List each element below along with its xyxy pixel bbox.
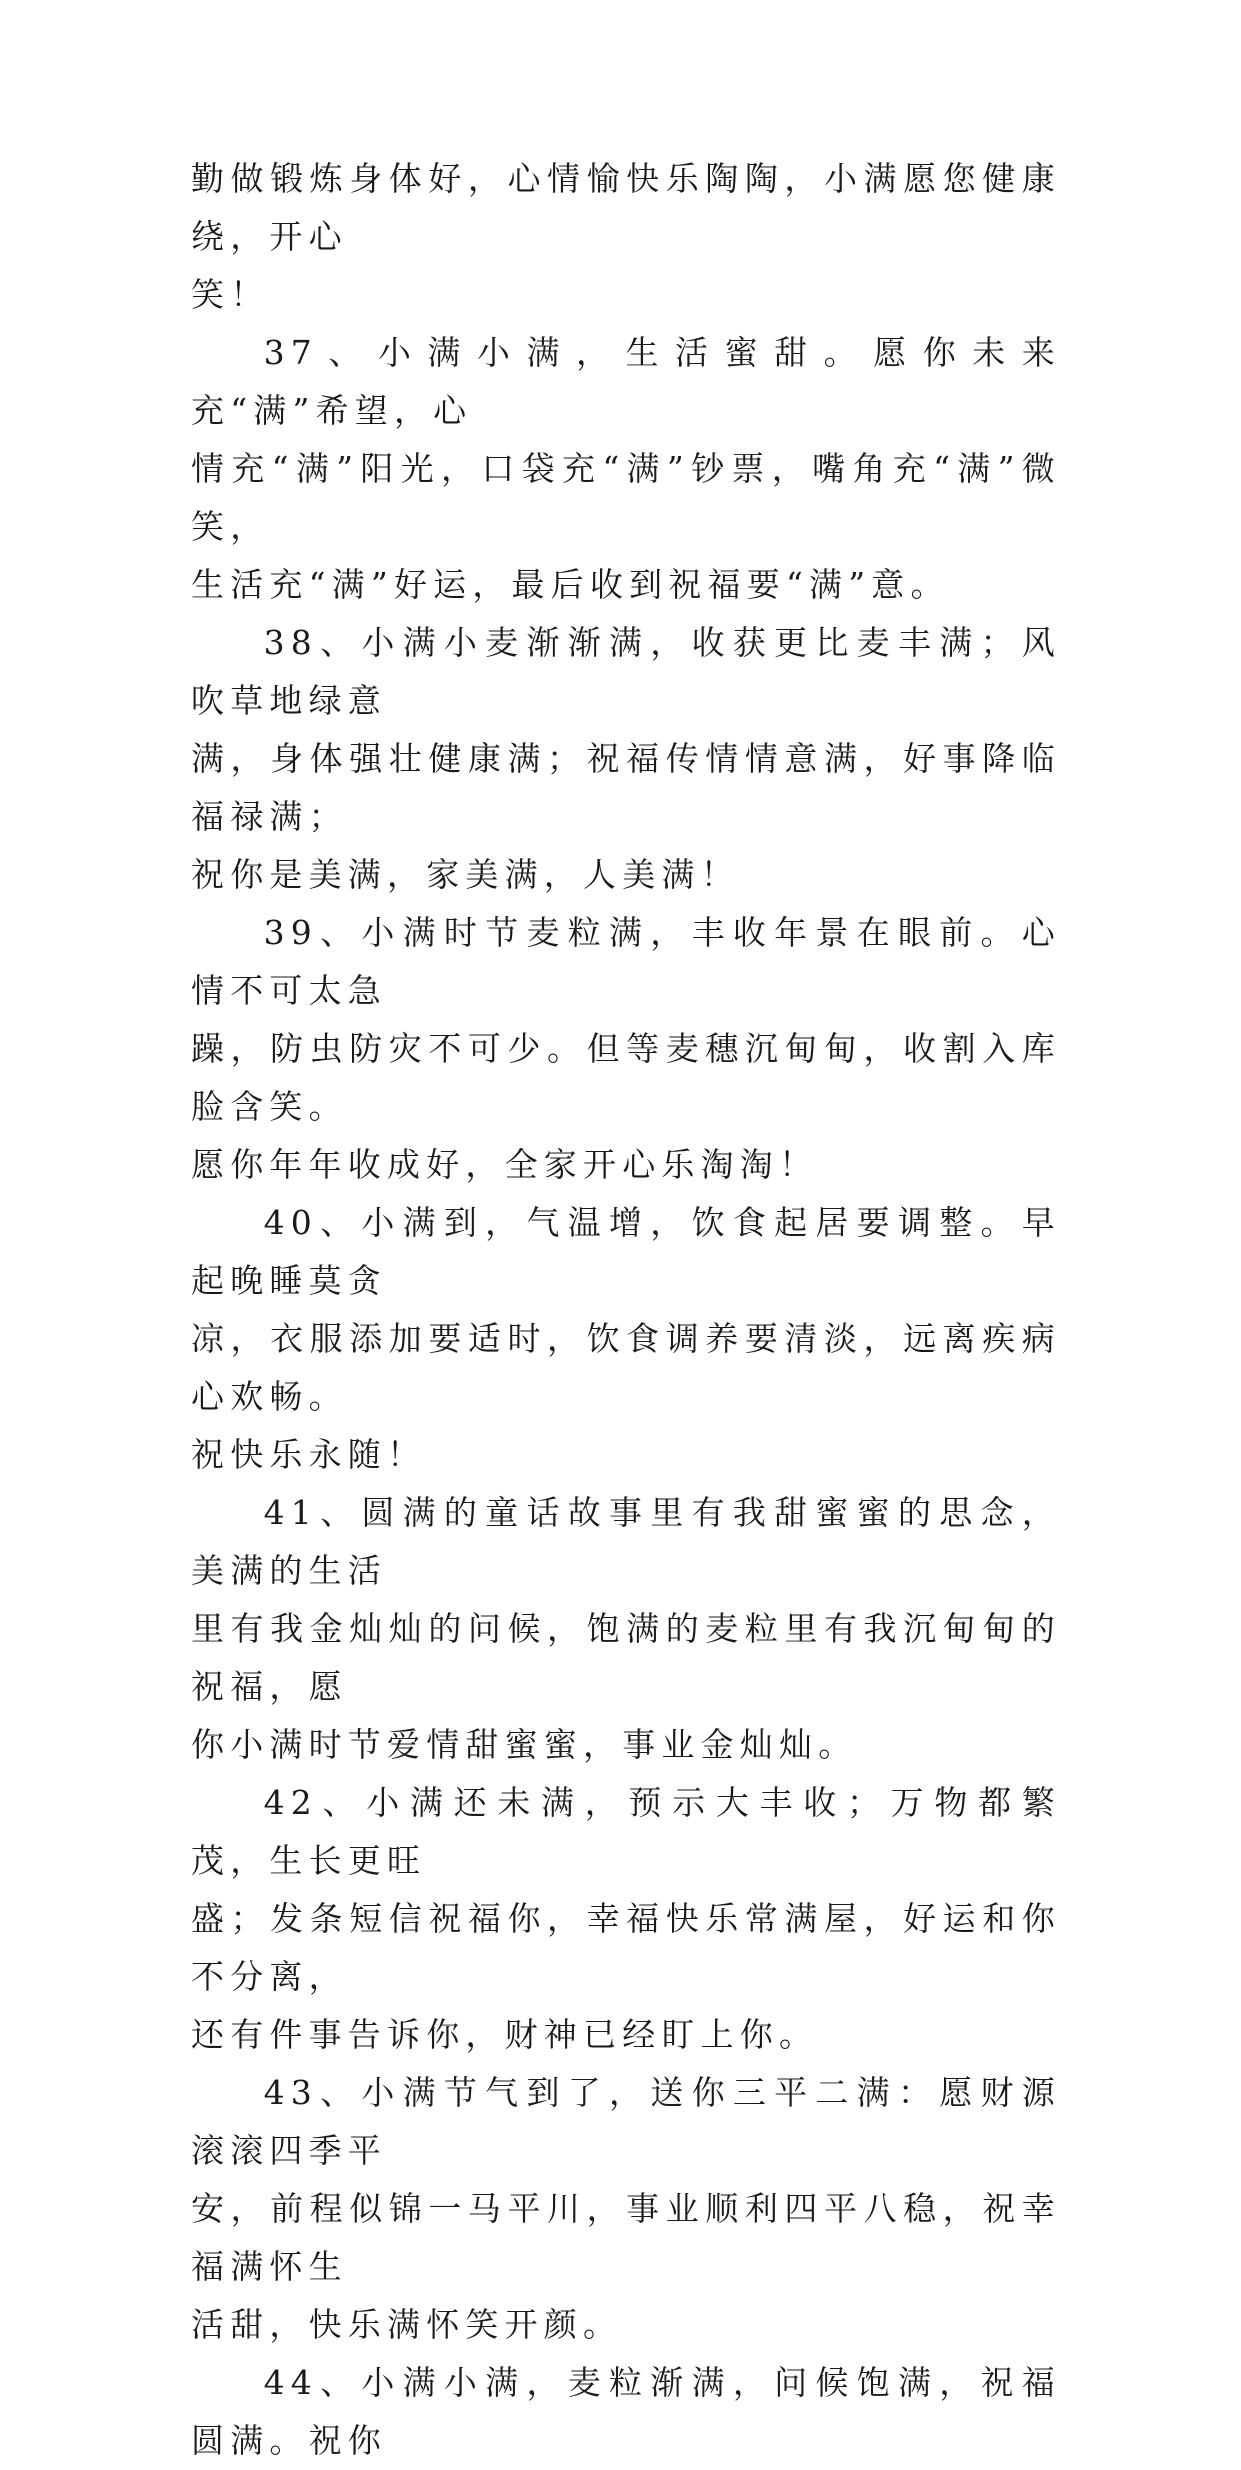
paragraph-line: 祝你是美满，家美满，人美满！ xyxy=(191,855,740,894)
paragraph-first-line: 43、小满节气到了，送你三平二满：愿财源滚滚四季平 xyxy=(191,2073,1061,2170)
paragraph-line: 活甜，快乐满怀笑开颜。 xyxy=(191,2305,623,2344)
paragraph-line: 情充“满”阳光，口袋充“满”钞票，嘴角充“满”微笑， xyxy=(191,449,1061,546)
paragraph-line: 愿你年年收成好，全家开心乐淘淘！ xyxy=(191,1145,819,1184)
paragraph-line: 凉，衣服添加要适时，饮食调养要清淡，远离疾病心欢畅。 xyxy=(191,1319,1061,1416)
paragraph-line: 笑！ xyxy=(191,275,270,314)
paragraph-line: 生活充“满”好运，最后收到祝福要“满”意。 xyxy=(191,565,950,604)
paragraph-first-line: 38、小满小麦渐渐满，收获更比麦丰满；风吹草地绿意 xyxy=(191,623,1061,720)
paragraph-line: 还有件事告诉你，财神已经盯上你。 xyxy=(191,2015,819,2054)
paragraph-line: 盛；发条短信祝福你，幸福快乐常满屋，好运和你不分离， xyxy=(191,1899,1061,1996)
paragraph-first-line: 41、圆满的童话故事里有我甜蜜蜜的思念，美满的生活 xyxy=(191,1493,1061,1590)
paragraph-line: 祝快乐永随！ xyxy=(191,1435,427,1474)
paragraph-line: 安，前程似锦一马平川，事业顺利四平八稳，祝幸福满怀生 xyxy=(191,2189,1061,2286)
paragraph-first-line: 37、小满小满，生活蜜甜。愿你未来充“满”希望，心 xyxy=(191,333,1061,430)
paragraph-line: 满，身体强壮健康满；祝福传情情意满，好事降临福禄满； xyxy=(191,739,1061,836)
document-body xyxy=(191,150,1061,2470)
paragraph-first-line: 40、小满到，气温增，饮食起居要调整。早起晚睡莫贪 xyxy=(191,1203,1061,1300)
paragraph-line: 躁，防虫防灾不可少。但等麦穗沉甸甸，收割入库脸含笑。 xyxy=(191,1029,1061,1126)
paragraph-first-line: 勤做锻炼身体好，心情愉快乐陶陶，小满愿您健康绕，开心 xyxy=(191,159,1061,256)
paragraph-line: 你小满时节爱情甜蜜蜜，事业金灿灿。 xyxy=(191,1725,858,1764)
paragraph-line: 里有我金灿灿的问候，饱满的麦粒里有我沉甸甸的祝福，愿 xyxy=(191,1609,1061,1706)
paragraph-first-line: 44、小满小满，麦粒渐满，问候饱满，祝福圆满。祝你 xyxy=(191,2363,1061,2460)
paragraph-first-line: 42、小满还未满，预示大丰收；万物都繁茂，生长更旺 xyxy=(191,1783,1061,1880)
paragraph-first-line: 39、小满时节麦粒满，丰收年景在眼前。心情不可太急 xyxy=(191,913,1061,1010)
